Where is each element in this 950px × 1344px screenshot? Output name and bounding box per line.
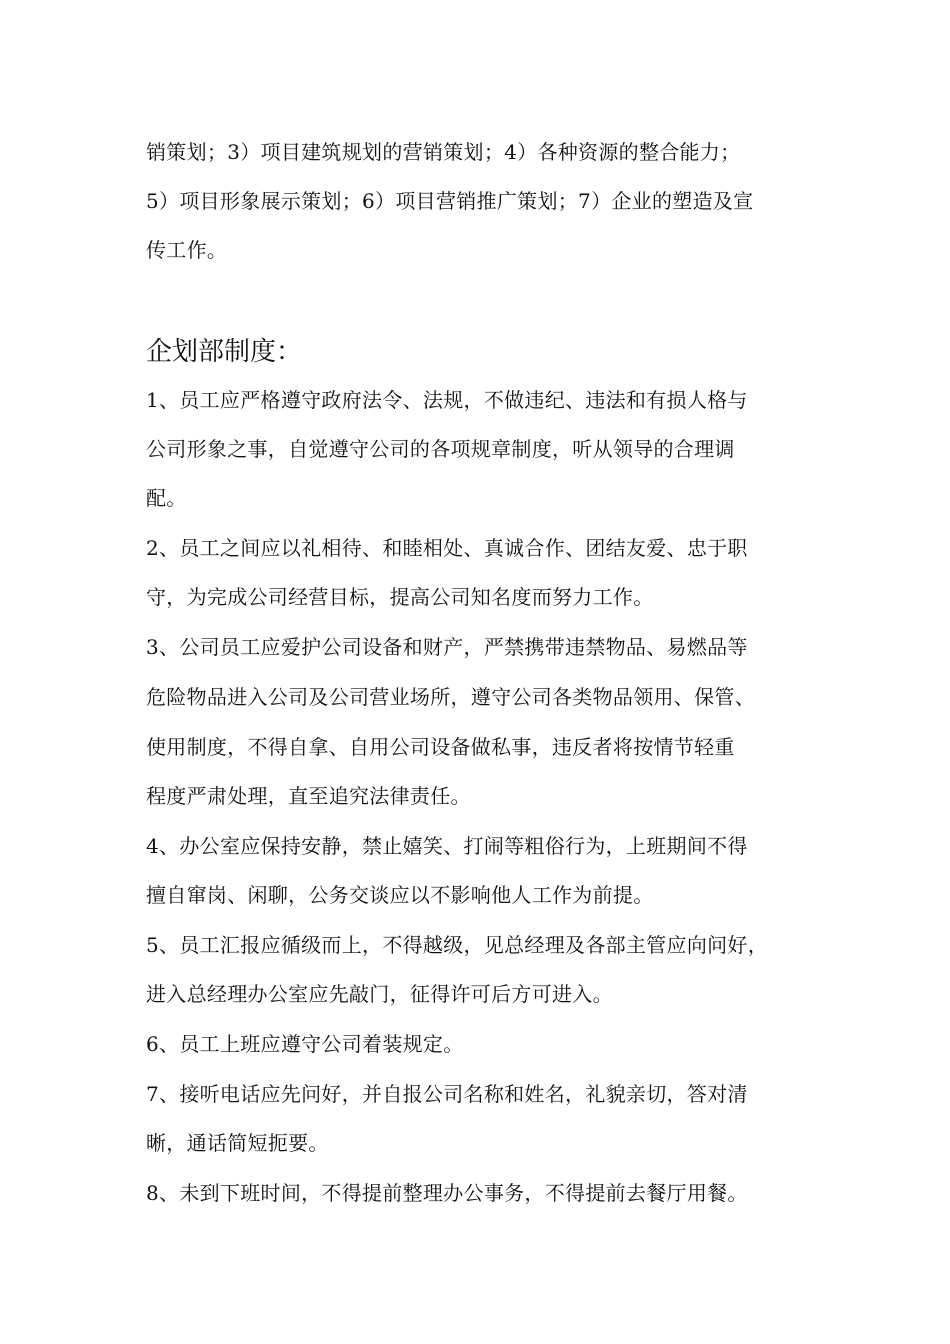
section-heading: 企划部制度： [146, 337, 303, 367]
rule-line: 使用制度，不得自拿、自用公司设备做私事，违反者将按情节轻重 [146, 735, 735, 759]
rule-line: 晰，通话简短扼要。 [146, 1131, 329, 1155]
intro-line-2: 5）项目形象展示策划；6）项目营销推广策划；7）企业的塑造及宣 [146, 189, 754, 213]
rule-line: 配。 [146, 486, 187, 510]
rule-line: 6、员工上班应遵守公司着装规定。 [146, 1032, 464, 1056]
rule-line: 擅自窜岗、闲聊，公务交谈应以不影响他人工作为前提。 [146, 883, 654, 907]
intro-line-3: 传工作。 [146, 238, 228, 262]
rule-line: 进入总经理办公室应先敲门，征得许可后方可进入。 [146, 982, 613, 1006]
rule-line: 危险物品进入公司及公司营业场所，遵守公司各类物品领用、保管、 [146, 685, 755, 709]
rule-line: 3、公司员工应爱护公司设备和财产，严禁携带违禁物品、易燃品等 [146, 635, 748, 659]
rule-line: 8、未到下班时间，不得提前整理办公事务，不得提前去餐厅用餐。 [146, 1181, 748, 1205]
rule-line: 2、员工之间应以礼相待、和睦相处、真诚合作、团结友爱、忠于职 [146, 536, 748, 560]
rule-line: 守，为完成公司经营目标，提高公司知名度而努力工作。 [146, 585, 654, 609]
rule-line: 7、接听电话应先问好，并自报公司名称和姓名，礼貌亲切，答对清 [146, 1082, 748, 1106]
rule-line: 1、员工应严格遵守政府法令、法规，不做违纪、违法和有损人格与 [146, 388, 748, 412]
rule-line: 5、员工汇报应循级而上，不得越级，见总经理及各部主管应向问好， [146, 933, 769, 957]
rule-line: 4、办公室应保持安静，禁止嬉笑、打闹等粗俗行为，上班期间不得 [146, 834, 748, 858]
rule-line: 程度严肃处理，直至追究法律责任。 [146, 784, 471, 808]
intro-line-1: 销策划；3）项目建筑规划的营销策划；4）各种资源的整合能力； [146, 140, 741, 164]
rule-line: 公司形象之事，自觉遵守公司的各项规章制度，听从领导的合理调 [146, 437, 735, 461]
